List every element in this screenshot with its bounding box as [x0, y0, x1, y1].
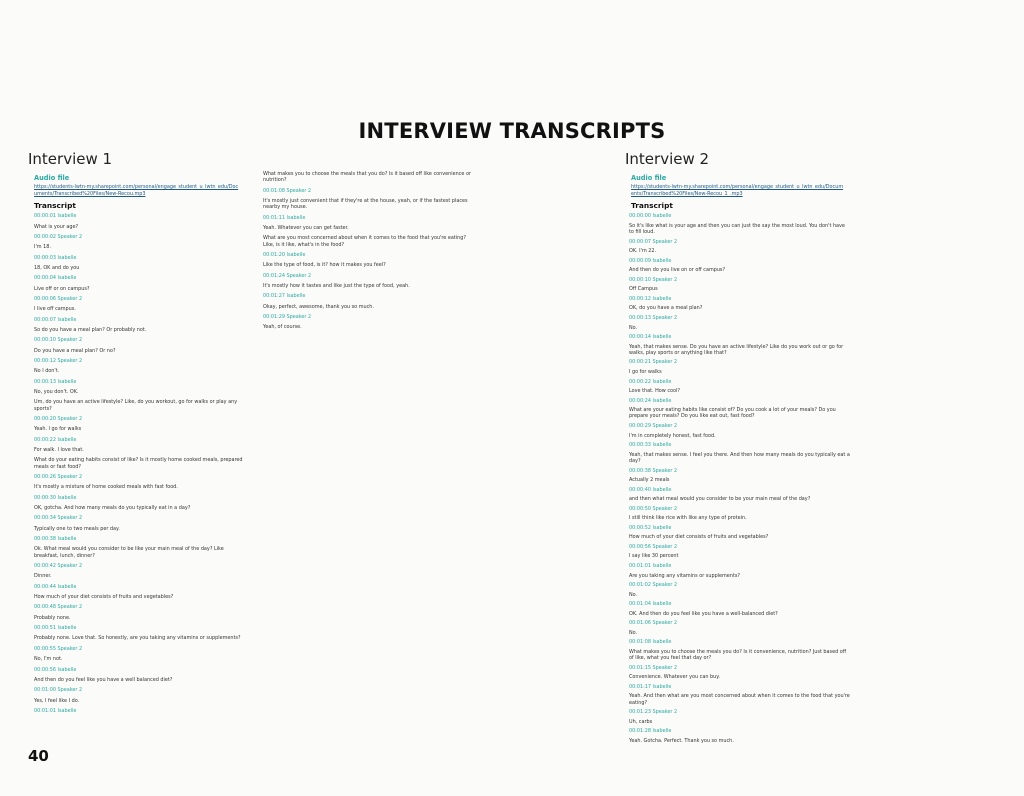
speaker-timestamp: 00:00:21 Speaker 2	[629, 359, 678, 366]
speaker-timestamp: 00:00:29 Speaker 2	[629, 423, 678, 430]
interview-2-column	[625, 150, 850, 747]
utterance-text: and then what meal would you consider to be your main meal of the day?	[629, 496, 811, 503]
utterance-text: No.	[629, 324, 638, 331]
utterance-text: No.	[629, 591, 638, 598]
speaker-timestamp: 00:00:56 Isabelle	[34, 666, 77, 673]
utterance-text: What are your eating habits like consist of? Do you cook a lot of your meals? Do you prepare your meals? Do you like eat out, fast food?	[629, 407, 836, 420]
speaker-timestamp: 00:01:23 Speaker 2	[629, 709, 678, 716]
utterance-text: It's mostly a mixture of home cooked meals with fast food.	[34, 484, 178, 491]
speaker-timestamp: 00:00:30 Isabelle	[34, 494, 77, 501]
transcript-label: Transcript	[34, 201, 76, 211]
utterance-text: It's mostly just convenient that if they're at the house, yeah, or if the fastest places nearby my house.	[263, 197, 468, 211]
speaker-timestamp: 00:00:38 Isabelle	[34, 536, 77, 543]
speaker-timestamp: 00:01:02 Speaker 2	[629, 582, 678, 589]
transcript-label: Transcript	[631, 201, 673, 211]
speaker-timestamp: 00:00:42 Speaker 2	[34, 563, 83, 570]
utterance-text: Do you have a meal plan? Or no?	[34, 347, 116, 354]
speaker-timestamp: 00:01:24 Speaker 2	[263, 272, 312, 279]
speaker-timestamp: 00:00:22 Isabelle	[34, 436, 77, 443]
speaker-timestamp: 00:00:10 Speaker 2	[34, 337, 83, 344]
utterance-text: For walk. I love that.	[34, 447, 84, 454]
utterance-text: Yeah. Gotcha. Perfect. Thank you so much.	[629, 737, 734, 744]
audio-file-link[interactable]: https://students-lwtn-my.sharepoint.com/personal/engage_student_u_lwtn_edu/Documents/Transcribed%20Files/New-Recou_1_.mp3	[631, 184, 844, 197]
utterance-text: Yeah, of course.	[263, 324, 302, 331]
utterance-text: Actually 2 meals	[629, 477, 670, 484]
speaker-timestamp: 00:01:01 Isabelle	[629, 562, 672, 569]
utterance-text: Love that. How cool?	[629, 388, 680, 395]
utterance-text: OK. And then do you feel like you have a well-balanced diet?	[629, 610, 778, 617]
speaker-timestamp: 00:00:13 Speaker 2	[629, 314, 678, 321]
speaker-timestamp: 00:00:03 Isabelle	[34, 254, 77, 261]
transcript-entries	[263, 171, 472, 331]
speaker-timestamp: 00:00:14 Isabelle	[629, 334, 672, 341]
utterance-text: Off Campus	[629, 286, 658, 293]
utterance-text: What makes you to choose the meals that you do? Is it based off like convenience or nutrition?	[263, 171, 471, 184]
interview-1-continued-column	[257, 171, 472, 335]
utterance-text: I say like 30 percent	[629, 553, 679, 560]
utterance-text: No, you don't. OK.	[34, 389, 79, 396]
speaker-timestamp: 00:00:56 Speaker 2	[629, 543, 678, 550]
speaker-timestamp: 00:00:52 Isabelle	[629, 524, 672, 531]
speaker-timestamp: 00:01:20 Isabelle	[263, 251, 306, 258]
utterance-text: What makes you to choose the meals you do? Is it convenience, nutrition? Just based off of like, what you feel that day or?	[629, 648, 847, 662]
utterance-text: Um, do you have an active lifestyle? Like, do you workout, go for walks or play any sports?	[34, 399, 238, 412]
speaker-timestamp: 00:01:11 Isabelle	[263, 214, 306, 221]
speaker-timestamp: 00:01:28 Isabelle	[629, 728, 672, 735]
speaker-timestamp: 00:01:06 Speaker 2	[629, 620, 678, 627]
utterance-text: Yeah, that makes sense. Do you have an active lifestyle? Like do you work out or go for walks, play sports or anything like that?	[629, 343, 844, 356]
utterance-text: Like the type of food, is it? how it makes you feel?	[263, 262, 386, 269]
speaker-timestamp: 00:00:07 Isabelle	[34, 316, 77, 323]
speaker-timestamp: 00:01:08 Speaker 2	[263, 187, 312, 194]
utterance-text: No, I'm not.	[34, 656, 63, 663]
interview-2-heading: Interview 2	[625, 150, 710, 168]
utterance-text: No.	[629, 629, 638, 636]
speaker-timestamp: 00:01:01 Isabelle	[34, 707, 77, 714]
utterance-text: Yeah. Whatever you can get faster.	[263, 224, 349, 231]
interview-1-column	[28, 150, 243, 718]
utterance-text: What do your eating habits consist of like? Is it mostly home cooked meals, prepared meals or fast food?	[34, 457, 243, 470]
speaker-timestamp: 00:00:33 Isabelle	[629, 442, 672, 449]
utterance-text: OK, gotcha. And how many meals do you typically eat in a day?	[34, 505, 191, 512]
utterance-text: Yeah, that makes sense. I feel you there. And then how many meals do you typically eat a day?	[629, 451, 850, 464]
utterance-text: It's mostly how it tastes and like just the type of food, yeah.	[263, 282, 410, 289]
audio-file-link[interactable]: https://students-lwtn-my.sharepoint.com/personal/engage_student_u_lwtn_edu/Documents/Transcribed%20Files/New-Recou.mp3	[34, 184, 239, 197]
page-title: INTERVIEW TRANSCRIPTS	[358, 119, 666, 143]
speaker-timestamp: 00:00:24 Isabelle	[629, 397, 672, 404]
speaker-timestamp: 00:01:17 Isabelle	[629, 683, 672, 690]
speaker-timestamp: 00:00:04 Isabelle	[34, 275, 77, 282]
audio-file-label: Audio file	[631, 174, 667, 182]
utterance-text: 18, OK and do you	[34, 264, 80, 271]
utterance-text: So do you have a meal plan? Or probably not.	[34, 326, 147, 333]
speaker-timestamp: 00:00:48 Speaker 2	[34, 604, 83, 611]
utterance-text: I'm 18.	[34, 244, 51, 251]
audio-file-label: Audio file	[34, 174, 70, 182]
speaker-timestamp: 00:00:20 Speaker 2	[34, 416, 83, 423]
utterance-text: OK, do you have a meal plan?	[629, 305, 703, 312]
utterance-text: Convenience. Whatever you can buy.	[629, 674, 720, 681]
speaker-timestamp: 00:00:02 Speaker 2	[34, 233, 83, 240]
speaker-timestamp: 00:00:10 Speaker 2	[629, 276, 678, 283]
utterance-text: Uh, carbs	[629, 718, 653, 725]
speaker-timestamp: 00:01:29 Speaker 2	[263, 314, 312, 321]
speaker-timestamp: 00:00:00 Isabelle	[629, 213, 672, 220]
speaker-timestamp: 00:01:15 Speaker 2	[629, 664, 678, 671]
speaker-timestamp: 00:00:07 Speaker 2	[629, 238, 678, 245]
utterance-text: What are you most concerned about when it comes to the food that you're eating? Like, is it like, what's in the food?	[263, 235, 466, 248]
utterance-text: And then do you live on or off campus?	[629, 267, 726, 274]
speaker-timestamp: 00:00:38 Speaker 2	[629, 467, 678, 474]
speaker-timestamp: 00:00:22 Isabelle	[629, 378, 672, 385]
interview-1-heading: Interview 1	[28, 150, 113, 168]
utterance-text: How much of your diet consists of fruits and vegetables?	[629, 534, 769, 541]
utterance-text: Yeah. I go for walks	[34, 426, 82, 433]
speaker-timestamp: 00:00:01 Isabelle	[34, 213, 77, 220]
speaker-timestamp: 00:00:51 Isabelle	[34, 625, 77, 632]
utterance-text: Yeah. And then what are you most concerned about when it comes to the food that you're eating?	[629, 693, 850, 706]
utterance-text: And then do you feel like you have a well balanced diet?	[34, 676, 173, 683]
utterance-text: So it's like what is your age and then you can just the say the most loud. You don't have to fill loud.	[629, 222, 845, 236]
speaker-timestamp: 00:01:08 Isabelle	[629, 639, 672, 646]
speaker-timestamp: 00:00:13 Isabelle	[34, 378, 77, 385]
utterance-text: I live off campus.	[34, 306, 76, 313]
utterance-text: Dinner.	[34, 573, 52, 580]
speaker-timestamp: 00:00:12 Isabelle	[629, 295, 672, 302]
transcript-entries	[34, 213, 243, 714]
speaker-timestamp: 00:00:50 Speaker 2	[629, 505, 678, 512]
speaker-timestamp: 00:00:12 Speaker 2	[34, 358, 83, 364]
speaker-timestamp: 00:01:04 Isabelle	[629, 601, 672, 608]
utterance-text: No I don't.	[34, 368, 60, 375]
speaker-timestamp: 00:00:06 Speaker 2	[34, 295, 83, 302]
utterance-text: Yes, I feel like I do.	[34, 697, 80, 704]
speaker-timestamp: 00:00:55 Speaker 2	[34, 645, 83, 652]
utterance-text: Probably none.	[34, 614, 71, 621]
page-number: 40	[28, 747, 49, 765]
speaker-timestamp: 00:00:26 Speaker 2	[34, 474, 83, 481]
utterance-text: Okay, perfect, awesome, thank you so much.	[263, 303, 374, 310]
utterance-text: Probably none. Love that. So honestly, are you taking any vitamins or supplements?	[34, 635, 241, 642]
utterance-text: OK. I'm 22.	[629, 248, 657, 255]
utterance-text: How much of your diet consists of fruits and vegetables?	[34, 594, 174, 601]
speaker-timestamp: 00:01:27 Isabelle	[263, 293, 306, 300]
speaker-timestamp: 00:01:00 Speaker 2	[34, 687, 83, 694]
utterance-text: I still think like rice with like any type of protein.	[629, 515, 747, 522]
speaker-timestamp: 00:00:09 Isabelle	[629, 257, 672, 264]
utterance-text: Ok. What meal would you consider to be like your main meal of the day? Like breakfast, lunch, dinner?	[34, 546, 224, 559]
utterance-text: I'm in completely honest, fast food.	[629, 432, 716, 439]
speaker-timestamp: 00:00:34 Speaker 2	[34, 515, 83, 522]
utterance-text: Live off or on campus?	[34, 285, 90, 292]
utterance-text: Typically one to two meals per day.	[34, 525, 120, 532]
utterance-text: I go for walks	[629, 368, 662, 375]
speaker-timestamp: 00:00:44 Isabelle	[34, 583, 77, 590]
utterance-text: Are you taking any vitamins or supplements?	[629, 572, 740, 579]
transcript-entries	[629, 213, 850, 744]
utterance-text: What is your age?	[34, 223, 79, 230]
speaker-timestamp: 00:00:40 Isabelle	[629, 486, 672, 493]
